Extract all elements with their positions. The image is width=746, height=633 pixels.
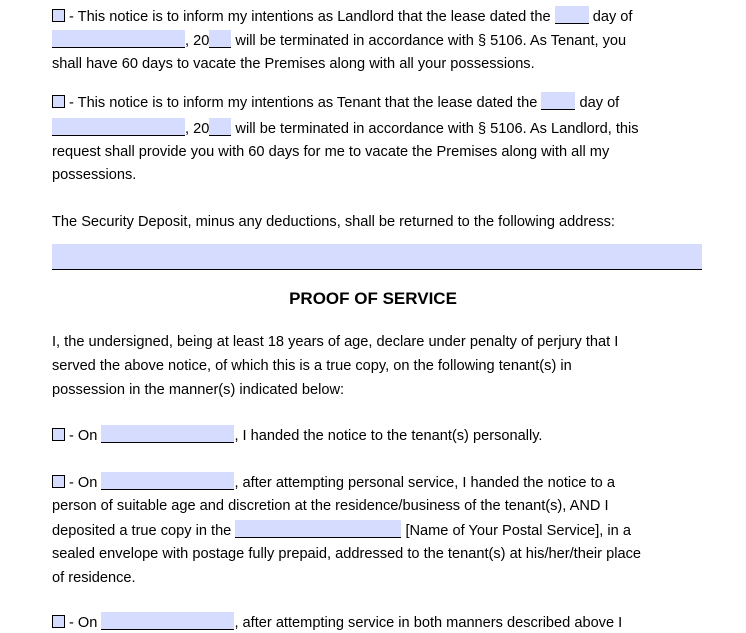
deposit-text: The Security Deposit, minus any deductions, shall be returned to the following address: bbox=[52, 214, 615, 230]
lease-month-field[interactable] bbox=[52, 30, 185, 48]
lease-year-field[interactable] bbox=[209, 30, 231, 48]
option2-line-2: person of suitable age and discretion at the residence/business of the tenant(s), AND I bbox=[52, 498, 609, 514]
tenant-lease-year-field[interactable] bbox=[209, 118, 231, 136]
landlord-notice-line-1: - This notice is to inform my intentions as Landlord that the lease dated the day of bbox=[52, 6, 632, 27]
tenant-lease-month-field[interactable] bbox=[52, 118, 185, 136]
option1-line: - On , I handed the notice to the tenant(s) personally. bbox=[52, 425, 542, 446]
option1-date-field[interactable] bbox=[101, 425, 234, 443]
tenant-notice-checkbox[interactable] bbox=[52, 95, 65, 108]
proof-intro-line-1: I, the undersigned, being at least 18 years of age, declare under penalty of perjury that I bbox=[52, 334, 619, 350]
option2-line-5: of residence. bbox=[52, 570, 136, 586]
tenant-notice-line-4: possessions. bbox=[52, 167, 137, 183]
tenant-notice-line-3: request shall provide you with 60 days for me to vacate the Premises along with all my bbox=[52, 144, 610, 160]
option2-line-1: - On , after attempting personal service, I handed the notice to a bbox=[52, 472, 615, 493]
proof-intro-line-2: served the above notice, of which this is a true copy, on the following tenant(s) in bbox=[52, 358, 572, 374]
option2-checkbox[interactable] bbox=[52, 475, 65, 488]
lease-day-field[interactable] bbox=[555, 6, 589, 24]
tenant-notice-line-1: - This notice is to inform my intentions as Tenant that the lease dated the day of bbox=[52, 92, 619, 113]
option2-line-4: sealed envelope with postage fully prepaid, addressed to the tenant(s) at his/her/their place bbox=[52, 546, 641, 562]
option3-line-1: - On , after attempting service in both manners described above I bbox=[52, 612, 622, 633]
option3-date-field[interactable] bbox=[101, 612, 234, 630]
option1-checkbox[interactable] bbox=[52, 428, 65, 441]
tenant-notice-line-2: , 20 will be terminated in accordance with § 5106. As Landlord, this bbox=[52, 118, 639, 139]
landlord-notice-line-2: , 20 will be terminated in accordance with § 5106. As Tenant, you bbox=[52, 30, 626, 51]
landlord-notice-checkbox[interactable] bbox=[52, 9, 65, 22]
proof-of-service-heading: PROOF OF SERVICE bbox=[289, 289, 457, 308]
deposit-address-field[interactable] bbox=[52, 244, 702, 270]
proof-intro-line-3: possession in the manner(s) indicated below: bbox=[52, 382, 345, 398]
option2-date-field[interactable] bbox=[101, 472, 234, 490]
tenant-lease-day-field[interactable] bbox=[541, 92, 575, 110]
postal-service-field[interactable] bbox=[235, 520, 401, 538]
option2-line-3: deposited a true copy in the [Name of Your Postal Service], in a bbox=[52, 520, 631, 541]
landlord-notice-line-3: shall have 60 days to vacate the Premises along with all your possessions. bbox=[52, 56, 535, 72]
option3-checkbox[interactable] bbox=[52, 615, 65, 628]
